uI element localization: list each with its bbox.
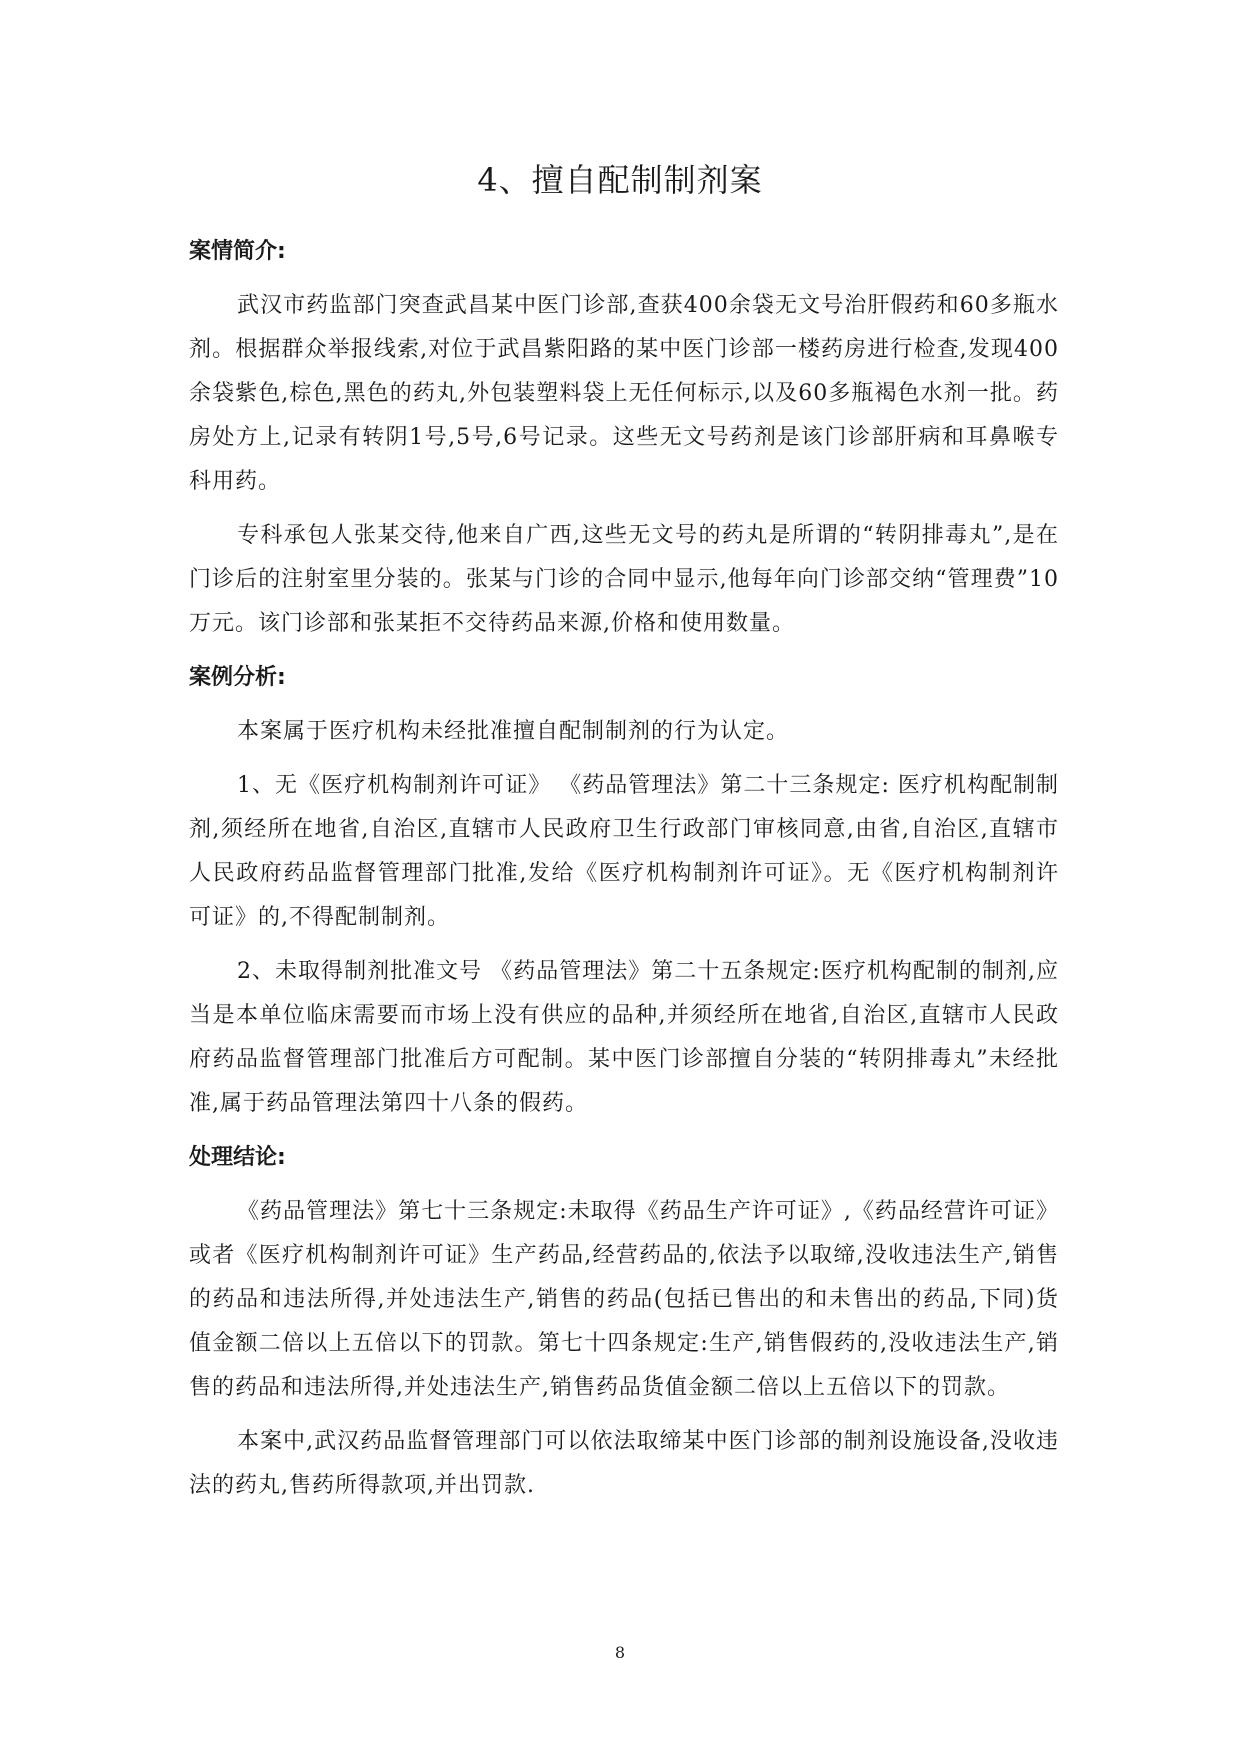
section-heading: 案情简介: bbox=[189, 239, 286, 264]
section-conclusion bbox=[189, 1136, 1059, 1508]
paragraph: 《药品管理法》第七十三条规定:未取得《药品生产许可证》,《药品经营许可证》或者《医疗机构制剂许可证》生产药品,经营药品的,依法予以取缔,没收违法生产,销售的药品和违法所得,并处违法生产,销售的药品(包括已售出的和未售出的药品,下同)货值金额二倍以上五倍以下的罚款。第七十四条规定:生产,销售假药的,没收违法生产,销售的药品和违法所得,并处违法生产,销售药品货值金额二倍以上五倍以下的罚款。 bbox=[189, 1199, 1059, 1400]
paragraph: 本案中,武汉药品监督管理部门可以依法取缔某中医门诊部的制剂设施设备,没收违法的药丸,售药所得款项,并出罚款. bbox=[189, 1429, 1059, 1498]
page-title: 4、擅自配制制剂案 bbox=[477, 161, 763, 199]
paragraph: 本案属于医疗机构未经批准擅自配制制剂的行为认定。 bbox=[237, 719, 790, 744]
paragraph: 武汉市药监部门突查武昌某中医门诊部,查获400余袋无文号治肝假药和60多瓶水剂。根据群众举报线索,对位于武昌紫阳路的某中医门诊部一楼药房进行检查,发现400余袋紫色,棕色,黑色的药丸,外包装塑料袋上无任何标示,以及60多瓶褐色水剂一批。药房处方上,记录有转阴1号,5号,6号记录。这些无文号药剂是该门诊部肝病和耳鼻喉专科用药。 bbox=[189, 293, 1059, 494]
paragraph: 2、未取得制剂批准文号 《药品管理法》第二十五条规定:医疗机构配制的制剂,应当是本单位临床需要而市场上没有供应的品种,并须经所在地省,自治区,直辖市人民政府药品监督管理部门批准后方可配制。某中医门诊部擅自分装的“转阴排毒丸”未经批准,属于药品管理法第四十八条的假药。 bbox=[189, 959, 1059, 1116]
page-number: 8 bbox=[614, 1643, 626, 1662]
paragraph: 1、无《医疗机构制剂许可证》 《药品管理法》第二十三条规定: 医疗机构配制制剂,须经所在地省,自治区,直辖市人民政府卫生行政部门审核同意,由省,自治区,直辖市人民政府药品监督管理部门批准,发给《医疗机构制剂许可证》。无《医疗机构制剂许可证》的,不得配制制剂。 bbox=[189, 773, 1059, 930]
paragraph: 专科承包人张某交待,他来自广西,这些无文号的药丸是所谓的“转阴排毒丸”,是在门诊后的注射室里分装的。张某与门诊的合同中显示,他每年向门诊部交纳“管理费”10万元。该门诊部和张某拒不交待药品来源,价格和使用数量。 bbox=[189, 523, 1059, 636]
document-body bbox=[189, 230, 1059, 1518]
section-heading: 处理结论: bbox=[189, 1145, 286, 1170]
section-case-analysis bbox=[189, 656, 1059, 1126]
section-heading: 案例分析: bbox=[189, 665, 286, 690]
section-case-summary bbox=[189, 230, 1059, 646]
